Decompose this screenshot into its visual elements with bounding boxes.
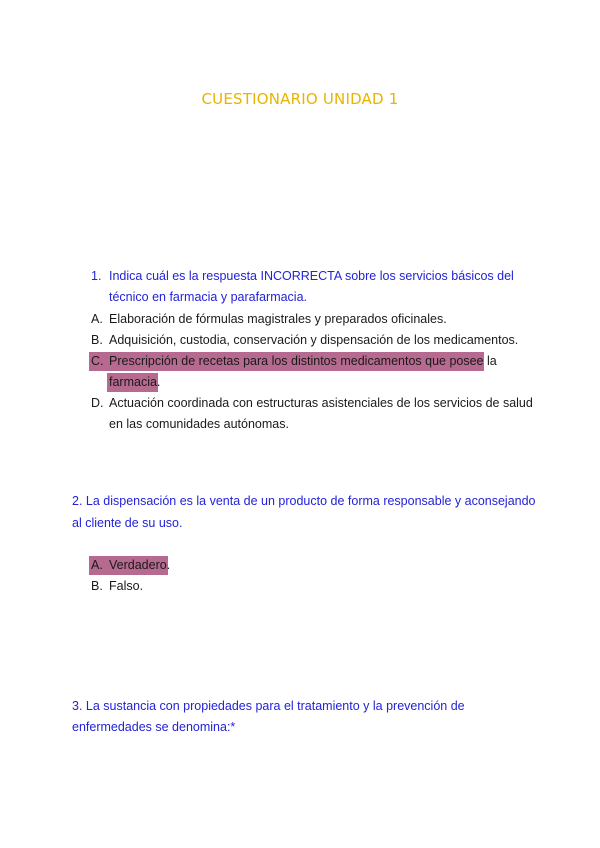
question-1-option-a [0, 309, 600, 330]
question-2-line-1: 2. La dispensación es la venta de un producto de forma responsable y aconsejando [72, 494, 536, 508]
question-2-option-b [0, 576, 600, 597]
option-letter: D. [91, 396, 104, 410]
option-letter: B. [91, 333, 103, 347]
question-1-option-c-line-2 [0, 372, 600, 393]
option-letter: B. [91, 579, 103, 593]
question-2-option-a [0, 555, 600, 576]
option-text: Verdadero. [109, 558, 171, 572]
question-1-line-2: técnico en farmacia y parafarmacia. [109, 290, 308, 304]
question-1-text: Indica cuál es la respuesta INCORRECTA sobre los servicios básicos del [109, 269, 514, 283]
question-1-option-b [0, 330, 600, 351]
option-letter: A. [91, 312, 103, 326]
question-1-option-c [0, 351, 600, 372]
option-text: Elaboración de fórmulas magistrales y preparados oficinales. [109, 312, 447, 326]
option-text: farmacia. [109, 375, 161, 389]
question-1-line-1 [0, 266, 600, 287]
question-1-option-d-line-2: en las comunidades autónomas. [109, 417, 289, 431]
option-letter: A. [91, 558, 103, 572]
option-text: Falso. [109, 579, 144, 593]
page-title: CUESTIONARIO UNIDAD 1 [201, 90, 399, 108]
option-text: Prescripción de recetas para los distintos medicamentos que posee la [109, 354, 497, 368]
question-2-line-2: al cliente de su uso. [72, 516, 183, 530]
option-text: Adquisición, custodia, conservación y dispensación de los medicamentos. [109, 333, 519, 347]
question-3-line-2: enfermedades se denomina:* [72, 720, 236, 734]
option-text: Actuación coordinada con estructuras asistenciales de los servicios de salud [109, 396, 533, 410]
question-3-line-1: 3. La sustancia con propiedades para el tratamiento y la prevención de [72, 699, 465, 713]
option-letter: C. [91, 354, 104, 368]
question-1-number: 1. [91, 269, 102, 283]
question-1-option-d [0, 393, 600, 414]
